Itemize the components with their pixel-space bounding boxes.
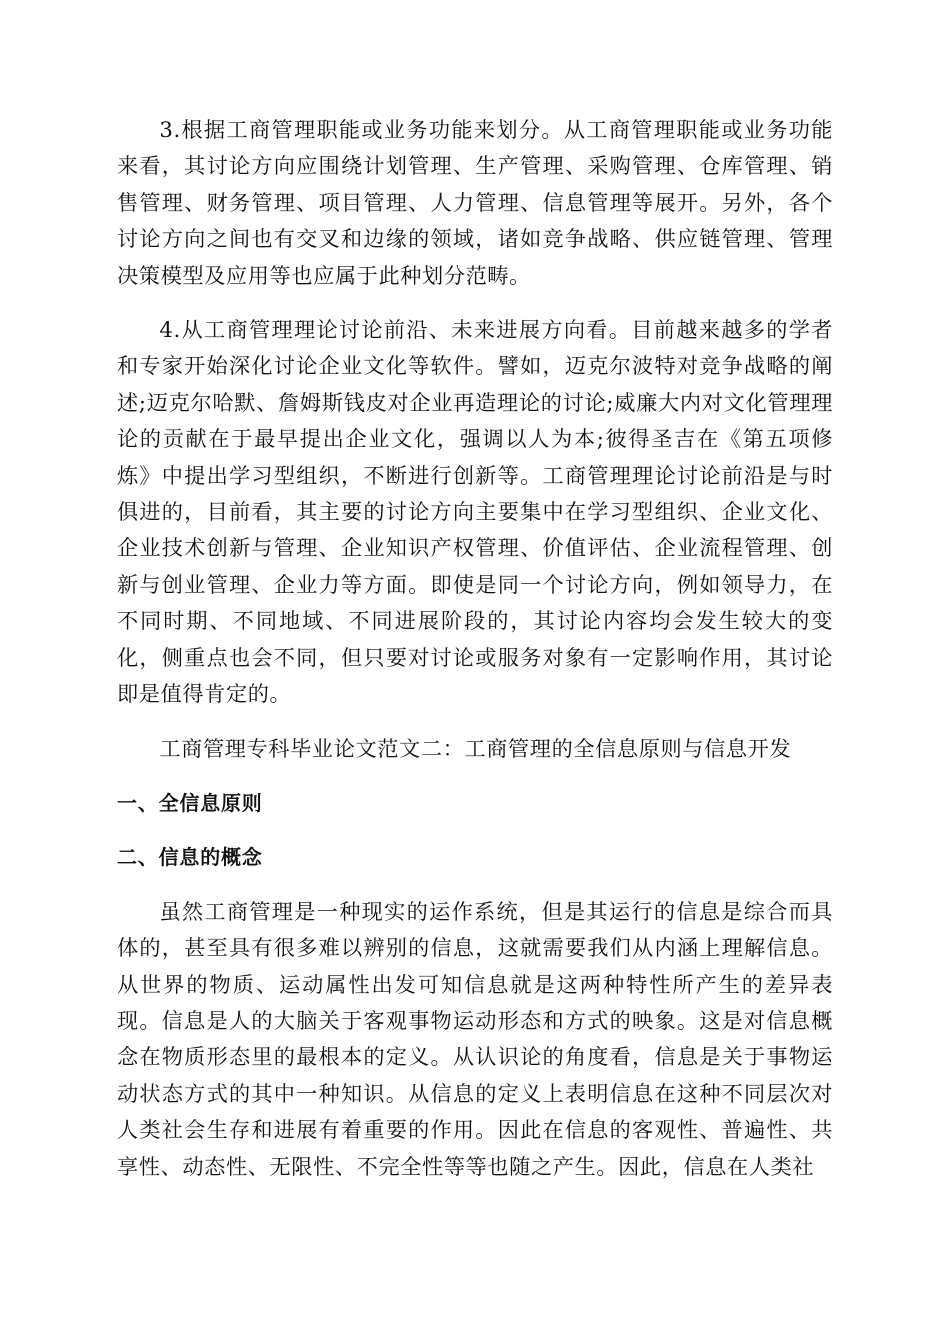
paragraph-functions: 3.根据工商管理职能或业务功能来划分。从工商管理职能或业务功能来看，其讨论方向应围绕计划管理、生产管理、采购管理、仓库管理、销售管理、财务管理、项目管理、人力管理、信息管理等展开。另外，各个讨论方向之间也有交叉和边缘的领域，诸如竞争战略、供应链管理、管理决策模型及应用等也应属于此种划分范畴。	[117, 117, 833, 288]
section-heading-principle: 一、全信息原则	[117, 790, 263, 815]
paragraph-information-concept: 虽然工商管理是一种现实的运作系统，但是其运行的信息是综合而具体的，甚至具有很多难以辨别的信息，这就需要我们从内涵上理解信息。从世界的物质、运动属性出发可知信息就是这两种特性所产生的差异表现。信息是人的大脑关于客观事物运动形态和方式的映象。这是对信息概念在物质形态里的最根本的定义。从认识论的角度看，信息是关于事物运动状态方式的其中一种知识。从信息的定义上表明信息在这种不同层次对人类社会生存和进展有着重要的作用。因此在信息的客观性、普遍性、共享性、动态性、无限性、不完全性等等也随之产生。因此，信息在人类社	[117, 898, 833, 1179]
essay-title: 工商管理专科毕业论文范文二：工商管理的全信息原则与信息开发	[159, 735, 792, 761]
section-heading-concept: 二、信息的概念	[117, 845, 263, 870]
document-page	[117, 112, 833, 1203]
paragraph-frontier: 4.从工商管理理论讨论前沿、未来进展方向看。目前越来越多的学者和专家开始深化讨论企业文化等软件。譬如，迈克尔波特对竞争战略的阐述;迈克尔哈默、詹姆斯钱皮对企业再造理论的讨论;威廉大内对文化管理理论的贡献在于最早提出企业文化，强调以人为本;彼得圣吉在《第五项修炼》中提出学习型组织，不断进行创新等。工商管理理论讨论前沿是与时俱进的，目前看，其主要的讨论方向主要集中在学习型组织、企业文化、企业技术创新与管理、企业知识产权管理、价值评估、企业流程管理、创新与创业管理、企业力等方面。即使是同一个讨论方向，例如领导力，在不同时期、不同地域、不同进展阶段的，其讨论内容均会发生较大的变化，侧重点也会不同，但只要对讨论或服务对象有一定影响作用，其讨论即是值得肯定的。	[117, 317, 833, 707]
